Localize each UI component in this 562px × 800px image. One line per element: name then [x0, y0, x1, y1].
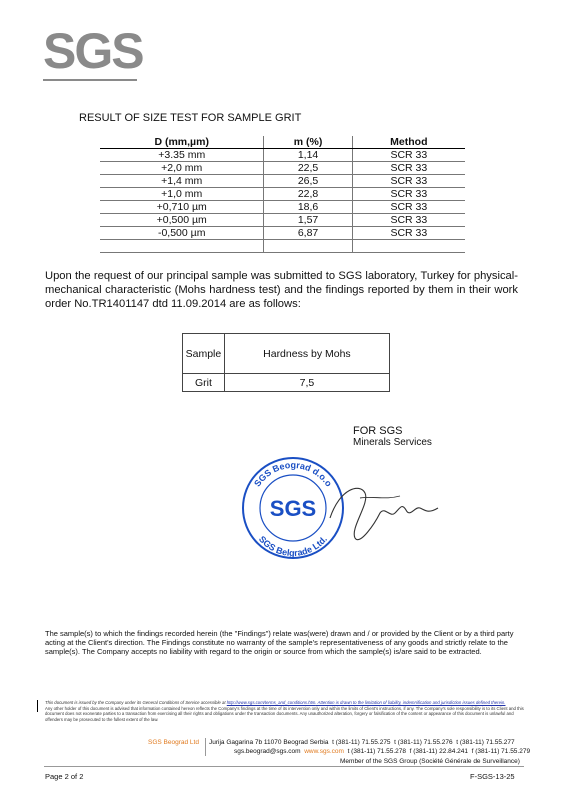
- table-row: [100, 149, 465, 162]
- svg-text:SGS Belgrade Ltd.: [257, 534, 329, 558]
- table-cell: 1,14: [264, 149, 352, 162]
- footer-phone-1: t (381-11) 71.55.275: [332, 739, 391, 746]
- footer-divider: [44, 766, 524, 767]
- table-cell: 7,5: [224, 374, 389, 392]
- column-header: Method: [352, 136, 465, 149]
- document-code: F-SGS-13-25: [470, 772, 515, 781]
- footer-email[interactable]: sgs.beograd@sgs.com: [234, 748, 301, 755]
- table-cell: -0,500 µm: [100, 227, 264, 240]
- hardness-table: [182, 333, 390, 392]
- column-header: Hardness by Mohs: [224, 334, 389, 374]
- member-of-group: Member of the SGS Group (Société Générale de Surveillance): [340, 758, 520, 765]
- for-sgs-label: FOR SGS: [353, 425, 403, 437]
- table-row: [100, 175, 465, 188]
- stamp-center-text: SGS: [269, 496, 317, 521]
- size-test-table: [100, 136, 465, 253]
- footer-fax-2: f (381-11) 71.55.279: [471, 748, 531, 755]
- table-row: [100, 227, 465, 240]
- footer-address: Jurija Gagarina 7b 11070 Beograd Serbia: [209, 739, 329, 746]
- table-row: [100, 240, 465, 253]
- department-label: Minerals Services: [353, 437, 432, 448]
- table-cell: SCR 33: [352, 227, 465, 240]
- page-number: Page 2 of 2: [45, 772, 84, 781]
- table-cell: 6,87: [264, 227, 352, 240]
- table-cell: +0,500 µm: [100, 214, 264, 227]
- table-cell: Grit: [183, 374, 225, 392]
- table-cell: +1,4 mm: [100, 175, 264, 188]
- footer-phone-3: t (381-11) 71.55.277: [456, 739, 515, 746]
- disclaimer-text: The sample(s) to which the findings recorded herein (the "Findings") relate was(were) drawn and / or provided by the Client or by a third party acting at the Client's direction. The Findings constitute no warranty of the sample's representativeness of any goods and strictly relate to the sample(s). The Company accepts no liability with regard to the origin or source from which the sample(s) is/are said to be extracted.: [45, 629, 514, 656]
- table-cell: SCR 33: [352, 149, 465, 162]
- table-row: [100, 214, 465, 227]
- table-row: [100, 188, 465, 201]
- findings-paragraph: Upon the request of our principal sample was submitted to SGS laboratory, Turkey for physical-mechanical characteristic (Mohs hardness test) and the findings reported by them in their work order No.TR1401147 dtd 11.09.2014 are as follows:: [45, 270, 518, 310]
- table-row: [100, 162, 465, 175]
- footer-fax-1: f (381-11) 22.84.241: [409, 748, 469, 755]
- stamp-top-text: SGS Beograd d.o.o: [252, 459, 334, 489]
- table-cell: 26,5: [264, 175, 352, 188]
- table-cell: SCR 33: [352, 162, 465, 175]
- table-row: [100, 201, 465, 214]
- logo-underline: [43, 79, 137, 81]
- column-header: Sample: [183, 334, 225, 374]
- sgs-logo: SGS: [43, 23, 143, 79]
- fine-print: [45, 700, 525, 722]
- handwritten-signature: [320, 478, 450, 548]
- table-cell: SCR 33: [352, 175, 465, 188]
- column-header: m (%): [264, 136, 352, 149]
- page-title: RESULT OF SIZE TEST FOR SAMPLE GRIT: [79, 112, 302, 124]
- table-cell: +1,0 mm: [100, 188, 264, 201]
- table-header-row: [183, 334, 390, 374]
- table-cell: [352, 240, 465, 253]
- table-cell: SCR 33: [352, 201, 465, 214]
- footer-website[interactable]: www.sgs.com: [304, 748, 344, 755]
- table-row: [183, 374, 390, 392]
- table-cell: 1,57: [264, 214, 352, 227]
- table-cell: SCR 33: [352, 214, 465, 227]
- table-cell: +0,710 µm: [100, 201, 264, 214]
- footer-phone-2: t (381-11) 71.55.276: [394, 739, 453, 746]
- table-cell: 22,5: [264, 162, 352, 175]
- table-cell: [264, 240, 352, 253]
- table-cell: +3.35 mm: [100, 149, 264, 162]
- margin-marker: [37, 700, 38, 712]
- footer-company: SGS Beograd Ltd: [148, 739, 199, 746]
- table-header-row: [100, 136, 465, 149]
- footer-phone-4: t (381-11) 71.55.278: [347, 748, 406, 755]
- terms-link[interactable]: http://www.sgs.com/terms_and_conditions.htm: [226, 700, 316, 705]
- stamp-bottom-text: SGS Belgrade Ltd.: [256, 533, 330, 559]
- table-cell: 22,8: [264, 188, 352, 201]
- footer-contact: [205, 738, 530, 756]
- fine-print-body: Any other holder of this document is advised that information contained hereon reflects the Company's findings at the time of its intervention only and within the limits of Client's instructions, if any. The Company's sole responsibility is to its Client and this document does not exonerate parties to a transaction from exercising all their rights and obligations under the transaction documents. Any unauthorized alteration, forgery or falsification of the content or appearance of this document is unlawful and offenders may be prosecuted to the fullest extent of the law.: [45, 705, 524, 722]
- table-cell: SCR 33: [352, 188, 465, 201]
- fine-print-intro: This document is issued by the Company under its General Conditions of Service accessible at: [45, 700, 226, 705]
- column-header: D (mm,µm): [100, 136, 264, 149]
- fine-print-attention: . Attention is drawn to the limitation of liability, indemnification and jurisdiction issues defined therein.: [315, 700, 506, 705]
- table-cell: +2,0 mm: [100, 162, 264, 175]
- table-cell: [100, 240, 264, 253]
- table-cell: 18,6: [264, 201, 352, 214]
